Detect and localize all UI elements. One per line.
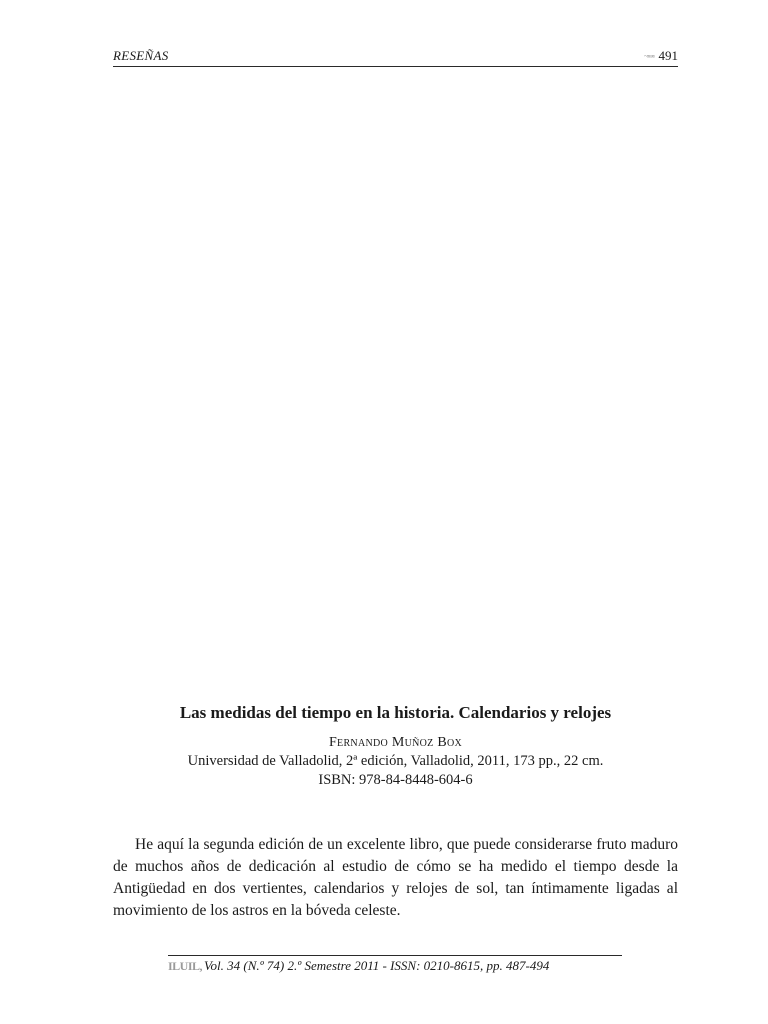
page-number-group: [644, 48, 678, 64]
journal-citation: Vol. 34 (N.º 74) 2.º Semestre 2011 - ISSN: 0210-8615, pp. 487-494: [204, 958, 550, 973]
publication-info: Universidad de Valladolid, 2ª edición, Valladolid, 2011, 173 pp., 22 cm.: [187, 753, 604, 769]
book-reference: [113, 703, 678, 791]
book-title: Las medidas del tiempo en la historia. Calendarios y relojes: [179, 703, 612, 722]
page-number: 491: [658, 48, 678, 63]
isbn: ISBN: 978-84-8448-604-6: [318, 772, 473, 788]
book-author: Fernando Muñoz Box: [328, 735, 463, 750]
review-paragraph: He aquí la segunda edición de un excelente libro, que puede considerarse fruto maduro de muchos años de dedicación al estudio de cómo se ha medido el tiempo desde la Antigüedad en dos vertientes, calendarios y relojes de sol, tan íntimamente ligadas al movimiento de los astros en la bóveda celeste.: [113, 836, 678, 919]
journal-footer: [168, 955, 622, 974]
journal-logo: ILUIL,: [168, 959, 203, 973]
running-header: [113, 48, 678, 67]
section-title: RESEÑAS: [113, 48, 169, 63]
ornament-icon: ~∞∞: [644, 54, 655, 61]
